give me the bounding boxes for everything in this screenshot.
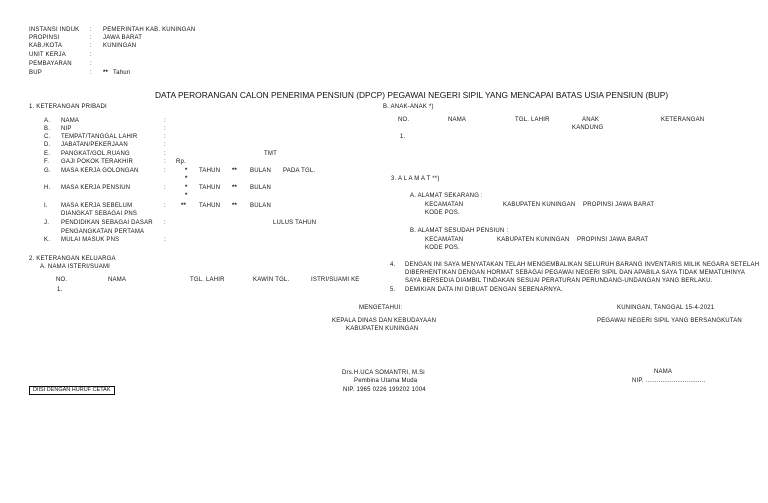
item-value: LULUS TAHUN xyxy=(273,220,317,226)
column-header: ANAK xyxy=(582,117,600,123)
pns-name-label: NAMA xyxy=(654,369,673,375)
item-colon: : xyxy=(164,220,166,226)
address-kabupaten: KABUPATEN KUNINGAN xyxy=(503,202,576,208)
star-mark: * xyxy=(185,185,188,191)
header-colon: : xyxy=(90,52,92,58)
section-heading: 3. A L A M A T **) xyxy=(391,176,440,182)
item-label: MASA KERJA PENSIUN xyxy=(61,185,131,191)
address-propinsi: PROPINSI JAWA BARAT xyxy=(583,202,655,208)
item-label: PENGANGKATAN PERTAMA xyxy=(61,229,145,235)
header-extra: ** xyxy=(103,70,109,76)
item-key: K. xyxy=(44,237,51,243)
item-colon: : xyxy=(164,126,166,132)
print-instruction-box: DIISI DENGAN HURUF CETAK xyxy=(29,386,115,395)
item-label: NIP xyxy=(61,126,72,132)
header-label: PROPINSI xyxy=(29,35,60,41)
column-header: KAWIN TGL. xyxy=(253,277,290,283)
item-label: MASA KERJA GOLONGAN xyxy=(61,168,139,174)
place-date: KUNINGAN, TANGGAL 15-4-2021 xyxy=(617,305,715,311)
item-key: H. xyxy=(44,185,51,191)
item-key: A. xyxy=(44,118,51,124)
column-header: NAMA xyxy=(108,277,127,283)
item-label: PENDIDIKAN SEBAGAI DASAR xyxy=(61,220,153,226)
tahun-label: TAHUN xyxy=(199,203,221,209)
item-label: GAJI POKOK TERAKHIR xyxy=(61,159,134,165)
address-label: A. ALAMAT SEKARANG : xyxy=(410,193,483,199)
item-colon: : xyxy=(164,142,166,148)
mengetahui-label: MENGETAHUI: xyxy=(359,305,403,311)
item-label: JABATAN/PEKERJAAN xyxy=(61,142,128,148)
bulan-label: BULAN xyxy=(250,185,272,191)
pns-nip-label: NIP. ................................ xyxy=(632,378,706,384)
star-mark: ** xyxy=(232,168,238,174)
pns-title: PEGAWAI NEGERI SIPIL YANG BERSANGKUTAN xyxy=(597,318,742,324)
column-header: NO. xyxy=(56,277,68,283)
star-mark: ** xyxy=(232,203,238,209)
address-postcode: KODE POS. xyxy=(425,210,460,216)
star-mark: ** xyxy=(232,185,238,191)
item-key: C. xyxy=(44,134,51,140)
star-mark: * xyxy=(185,168,188,174)
address-kabupaten: KABUPATEN KUNINGAN xyxy=(497,237,570,243)
item-label: TEMPAT/TANGGAL LAHIR xyxy=(61,134,138,140)
statement-number: 5. xyxy=(390,287,396,293)
address-kecamatan: KECAMATAN xyxy=(425,237,464,243)
item-key: I. xyxy=(44,203,48,209)
item-value: TMT xyxy=(264,151,277,157)
column-header: KANDUNG xyxy=(572,125,604,131)
official-nip: NIP. 1965 0226 199202 1004 xyxy=(343,387,426,393)
header-colon: : xyxy=(90,27,92,33)
statement-number: 4. xyxy=(390,262,396,268)
bulan-label: BULAN xyxy=(250,203,272,209)
column-header: ISTRI/SUAMI KE xyxy=(311,277,360,283)
item-colon: : xyxy=(164,168,166,174)
item-key: D. xyxy=(44,142,51,148)
star-mark: * xyxy=(185,193,188,199)
header-colon: : xyxy=(90,43,92,49)
official-region: KABUPATEN KUNINGAN xyxy=(346,326,419,332)
section-heading: 2. KETERANGAN KELUARGA xyxy=(29,256,116,262)
header-value: PEMERINTAH KAB. KUNINGAN xyxy=(103,27,196,33)
statement-line: DIBERHENTIKAN DENGAN HORMAT SEBAGAI PEGAWAI NEGERI SIPIL DAN APABILA SAYA TIDAK MEMATUHINYA xyxy=(405,270,746,276)
statement-line: SAYA BERSEDIA DIAMBIL TINDAKAN SESUAI PERATURAN PERUNDANG-UNDANGAN YANG BERLAKU. xyxy=(405,278,713,284)
subsection-heading: A. NAMA ISTERI/SUAMI xyxy=(40,264,111,270)
header-label: PEMBAYARAN xyxy=(29,61,72,67)
column-header: KETERANGAN xyxy=(661,117,705,123)
header-value: JAWA BARAT xyxy=(103,35,143,41)
item-colon: : xyxy=(164,159,166,165)
column-header: TGL. LAHIR xyxy=(515,117,550,123)
item-colon: : xyxy=(164,237,166,243)
item-colon: : xyxy=(164,151,166,157)
column-header: NAMA xyxy=(448,117,467,123)
item-key: F. xyxy=(44,159,50,165)
star-mark: * xyxy=(185,176,188,182)
header-colon: : xyxy=(90,70,92,76)
item-label: PANGKAT/GOL.RUANG xyxy=(61,151,130,157)
header-label: BUP xyxy=(29,70,42,76)
item-colon: : xyxy=(164,134,166,140)
star-mark: ** xyxy=(181,203,187,209)
item-key: G. xyxy=(44,168,51,174)
official-title: KEPALA DINAS DAN KEBUDAYAAN xyxy=(332,318,437,324)
item-colon: : xyxy=(164,203,166,209)
address-postcode: KODE POS. xyxy=(425,245,460,251)
page-title: DATA PERORANGAN CALON PENERIMA PENSIUN (DPCP) PEGAWAI NEGERI SIPIL YANG MENCAPAI BATAS USIA PENSIUN (BUP) xyxy=(155,90,669,100)
header-label: INSTANSI INDUK xyxy=(29,27,80,33)
header-colon: : xyxy=(90,35,92,41)
header-value: KUNINGAN xyxy=(103,43,137,49)
row-number: 1. xyxy=(57,287,63,293)
item-key: E. xyxy=(44,151,51,157)
item-key: J. xyxy=(44,220,50,226)
header-label: KAB./KOTA xyxy=(29,43,63,49)
section-heading: B. ANAK-ANAK *) xyxy=(383,104,434,110)
pada-tgl-label: PADA TGL. xyxy=(283,168,316,174)
tahun-label: TAHUN xyxy=(199,168,221,174)
section-heading: 1. KETERANGAN PRIBADI xyxy=(29,104,107,110)
item-label: MULAI MASUK PNS xyxy=(61,237,120,243)
address-propinsi: PROPINSI JAWA BARAT xyxy=(577,237,649,243)
address-label: B. ALAMAT SESUDAH PENSIUN : xyxy=(410,228,509,234)
item-label: NAMA xyxy=(61,118,80,124)
column-header: TGL. LAHIR xyxy=(190,277,225,283)
column-header: NO. xyxy=(398,117,410,123)
header-label: UNIT KERJA xyxy=(29,52,66,58)
address-kecamatan: KECAMATAN xyxy=(425,202,464,208)
statement-line: DENGAN INI SAYA MENYATAKAN TELAH MENGEMBALIKAN SELURUH BARANG INVENTARIS MILIK NEGARA SETELAH xyxy=(405,262,760,268)
item-colon: : xyxy=(164,118,166,124)
header-value: Tahun xyxy=(113,70,131,76)
item-label: DIANGKAT SEBAGAI PNS xyxy=(61,211,138,217)
item-label: MASA KERJA SEBELUM xyxy=(61,203,133,209)
item-value: Rp. xyxy=(176,159,186,165)
header-colon: : xyxy=(90,61,92,67)
item-key: B. xyxy=(44,126,51,132)
bulan-label: BULAN xyxy=(250,168,272,174)
item-colon: : xyxy=(164,185,166,191)
official-rank: Pembina Utama Muda xyxy=(354,378,418,384)
tahun-label: TAHUN xyxy=(199,185,221,191)
row-number: 1. xyxy=(400,134,406,140)
statement-line: DEMIKIAN DATA INI DIBUAT DENGAN SEBENARNYA. xyxy=(405,287,563,293)
official-name: Drs.H.UCA SOMANTRI, M.Si xyxy=(342,370,425,376)
